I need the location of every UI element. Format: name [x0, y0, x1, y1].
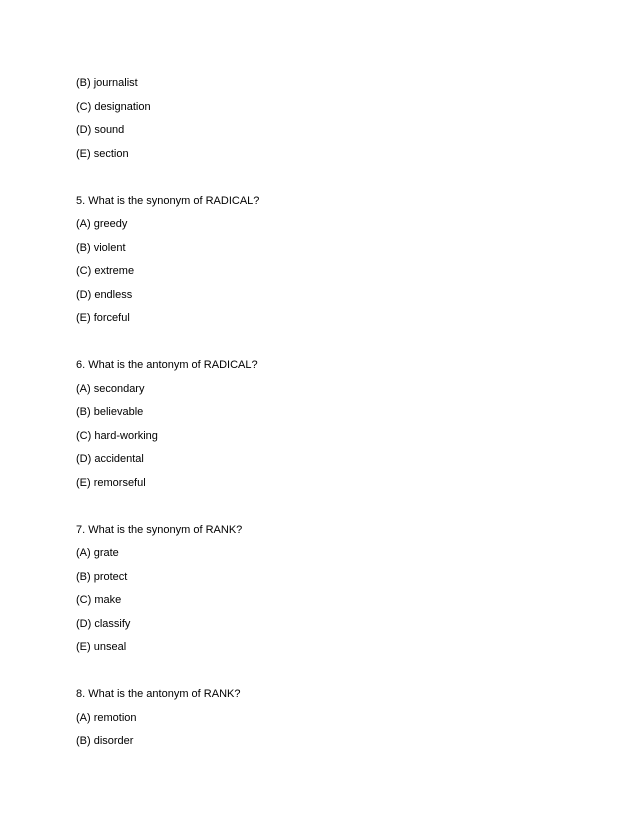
option: (A) secondary — [76, 382, 145, 395]
option: (A) remotion — [76, 711, 137, 724]
option: (C) extreme — [76, 265, 135, 277]
question-prompt: 5. What is the synonym of RADICAL? — [76, 194, 260, 207]
option: (E) remorseful — [76, 476, 146, 489]
option: (B) disorder — [76, 735, 134, 747]
quiz-content — [76, 72, 576, 754]
question-prompt: 7. What is the synonym of RANK? — [76, 523, 243, 536]
option: (C) make — [76, 594, 122, 606]
option: (B) journalist — [76, 77, 138, 89]
question-6 — [76, 354, 576, 495]
option: (E) unseal — [76, 641, 127, 653]
option: (B) violent — [76, 241, 126, 254]
option: (A) grate — [76, 547, 119, 559]
option: (E) section — [76, 147, 129, 160]
option: (B) protect — [76, 570, 128, 583]
question-prompt: 6. What is the antonym of RADICAL? — [76, 359, 258, 371]
option: (B) believable — [76, 406, 144, 418]
option: (D) endless — [76, 288, 133, 301]
option: (C) designation — [76, 100, 151, 113]
spacer — [76, 331, 576, 355]
question-prompt: 8. What is the antonym of RANK? — [76, 688, 241, 700]
question-5 — [76, 190, 576, 331]
spacer — [76, 660, 576, 684]
spacer — [76, 166, 576, 190]
option: (C) hard-working — [76, 429, 158, 442]
spacer — [76, 495, 576, 519]
option: (A) greedy — [76, 218, 128, 230]
continued-options — [76, 72, 576, 166]
question-8 — [76, 683, 576, 754]
option: (D) sound — [76, 124, 125, 136]
option: (E) forceful — [76, 312, 130, 324]
option: (D) accidental — [76, 453, 144, 465]
option: (D) classify — [76, 617, 131, 630]
question-7 — [76, 519, 576, 660]
